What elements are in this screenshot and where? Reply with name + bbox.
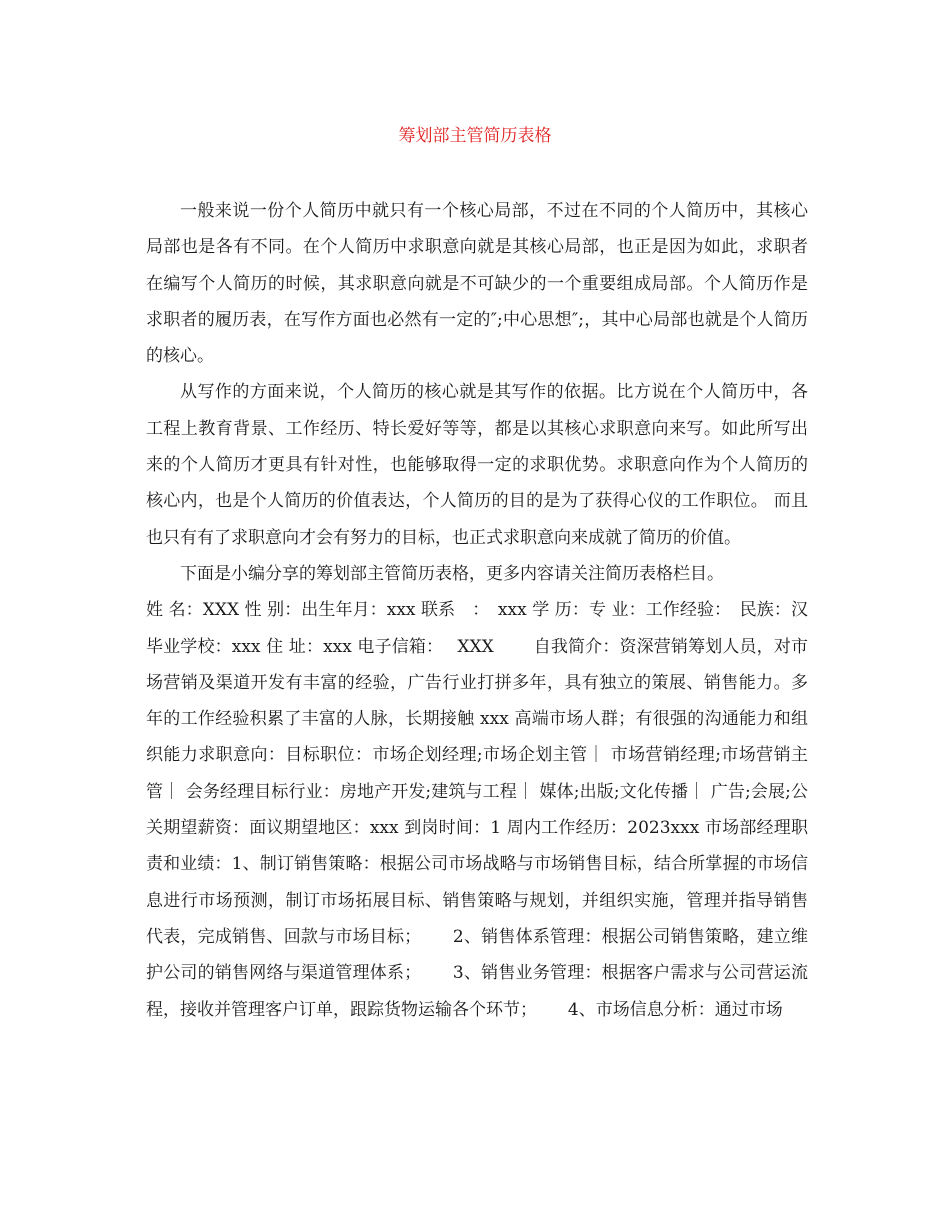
paragraph-writing: 从写作的方面来说，个人简历的核心就是其写作的依据。比方说在个人简历中，各工程上教育背景、工作经历、特长爱好等等，都是以其核心求职意向来写。如此所写出来的个人简历才更具有针对性，也能够取得一定的求职优势。求职意向作为个人简历的核心内，也是个人简历的价值表达，个人简历的目的是为了获得心仪的工作职位。 而且也只有有了求职意向才会有努力的目标，也正式求职意向来成就了简历的价值。 (146, 382, 808, 548)
document-title: 筹划部主管简历表格 (398, 126, 552, 146)
paragraph-intro: 一般来说一份个人简历中就只有一个核心局部，不过在不同的个人简历中，其核心局部也是各有不同。在个人简历中求职意向就是其核心局部，也正是因为如此，求职者在编写个人简历的时候，其求职意向就是不可缺少的一个重要组成局部。个人简历作是求职者的履历表，在写作方面也必然有一定的″;中心思想″;，其中心局部也就是个人简历的核心。 (146, 201, 808, 367)
document-body (146, 193, 808, 1028)
paragraph-resume-details: 姓 名：XXX 性 别：出生年月：xxx 联系 ： xxx 学 历：专 业：工作经验： 民族：汉毕业学校：xxx 住 址：xxx 电子信箱： XXX 自我简介：资深营销筹划人员，对市场营销及渠道开发有丰富的经验，广告行业打拼多年，具有独立的策展、销售能力。多年的工作经验积累了丰富的人脉，长期接触 xxx 高端市场人群；有很强的沟通能力和组织能力求职意向：目标职位：市场企划经理;市场企划主管｜ 市场营销经理;市场营销主管｜ 会务经理目标行业：房地产开发;建筑与工程｜ 媒体;出版;文化传播｜ 广告;会展;公关期望薪资：面议期望地区：xxx 到岗时间：1 周内工作经历：2023xxx 市场部经理职责和业绩：1、制订销售策略：根据公司市场战略与市场销售目标，结合所掌握的市场信息进行市场预测，制订市场拓展目标、销售策略与规划，并组织实施，管理并指导销售代表，完成销售、回款与市场目标； 2、销售体系管理：根据公司销售策略，建立维护公司的销售网络与渠道管理体系； 3、销售业务管理：根据客户需求与公司营运流程，接收并管理客户订单，跟踪货物运输各个环节； 4、市场信息分析：通过市场 (146, 600, 808, 1020)
paragraph-share: 下面是小编分享的筹划部主管简历表格，更多内容请关注简历表格栏目。 (180, 563, 724, 584)
